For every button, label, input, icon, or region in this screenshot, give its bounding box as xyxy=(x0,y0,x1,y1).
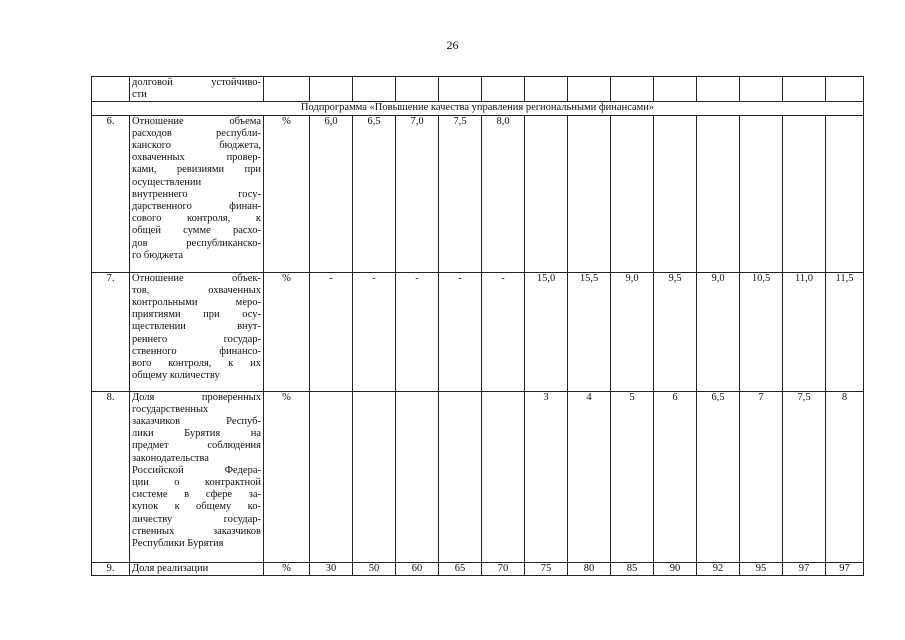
value-cell: 6,5 xyxy=(353,115,396,272)
unit-cell: % xyxy=(264,272,310,391)
value-cell: - xyxy=(482,272,525,391)
name-line: осуществлении xyxy=(132,176,202,188)
name-line: ции о контрактной xyxy=(132,477,261,489)
name-line: ками, ревизиями при xyxy=(132,164,261,176)
value-cell: 9,5 xyxy=(654,272,697,391)
page-number: 26 xyxy=(446,38,459,52)
value-cell: 6,5 xyxy=(697,391,740,562)
unit-cell: % xyxy=(264,391,310,562)
value-cell: - xyxy=(396,272,439,391)
value-cell: 8 xyxy=(826,391,864,562)
value-cell: 7 xyxy=(740,391,783,562)
value-cell: 90 xyxy=(654,562,697,575)
value-cell xyxy=(654,115,697,272)
value-cell: 8,0 xyxy=(482,115,525,272)
value-cell xyxy=(826,115,864,272)
value-cell: 95 xyxy=(740,562,783,575)
name-line: законодательства xyxy=(132,452,209,464)
name-line: ственных заказчиков xyxy=(132,525,261,537)
name-line: контрольными меро- xyxy=(132,297,261,309)
value-cell: - xyxy=(353,272,396,391)
subprogram-row xyxy=(92,102,864,115)
row-number-cell: 7. xyxy=(92,272,130,391)
name-line: дов республиканско- xyxy=(132,237,261,249)
value-cell xyxy=(740,115,783,272)
name-line: сового контроля, к xyxy=(132,213,261,225)
value-cell: 6 xyxy=(654,391,697,562)
name-line: купок к общему ко- xyxy=(132,501,261,513)
name-line: долговой устойчиво- xyxy=(132,77,261,88)
value-cell: 7,5 xyxy=(439,115,482,272)
name-line: дарственного финан- xyxy=(132,201,261,213)
value-cell: 97 xyxy=(826,562,864,575)
value-cell xyxy=(439,391,482,562)
value-cell: 60 xyxy=(396,562,439,575)
value-cell: 65 xyxy=(439,562,482,575)
value-cell xyxy=(310,391,353,562)
name-line: Отношение объема xyxy=(132,115,261,127)
name-line: Отношение объек- xyxy=(132,272,261,284)
indicator-name-cell xyxy=(130,272,264,391)
value-cell: 85 xyxy=(611,562,654,575)
value-cell: 7,0 xyxy=(396,115,439,272)
name-line: ществлении внут- xyxy=(132,321,261,333)
unit-cell: % xyxy=(264,115,310,272)
value-cell: 11,5 xyxy=(826,272,864,391)
name-line: Республики Бурятия xyxy=(132,538,224,550)
value-cell xyxy=(482,391,525,562)
value-cell xyxy=(525,115,568,272)
value-cell: 7,5 xyxy=(783,391,826,562)
name-line: Доля реализации xyxy=(132,562,209,574)
table-row xyxy=(92,77,864,102)
indicator-name-cell xyxy=(130,562,264,575)
value-cell: 75 xyxy=(525,562,568,575)
value-cell xyxy=(353,391,396,562)
value-cell: 10,5 xyxy=(740,272,783,391)
row-number-cell xyxy=(92,77,130,102)
unit-cell: % xyxy=(264,562,310,575)
value-cell: 70 xyxy=(482,562,525,575)
name-line: приятиями при осу- xyxy=(132,309,261,321)
value-cell: - xyxy=(439,272,482,391)
name-line: общей сумме расхо- xyxy=(132,225,261,237)
name-line: внутреннего госу- xyxy=(132,188,261,200)
name-line: государственных xyxy=(132,403,209,415)
value-cell: 50 xyxy=(353,562,396,575)
name-line: общему количеству xyxy=(132,370,220,382)
name-line: вого контроля, к их xyxy=(132,358,261,370)
table-row xyxy=(92,562,864,575)
value-cell: 3 xyxy=(525,391,568,562)
value-cell: 30 xyxy=(310,562,353,575)
name-line: лики Бурятия на xyxy=(132,428,261,440)
indicators-table xyxy=(91,76,864,576)
value-cell: 9,0 xyxy=(697,272,740,391)
value-cell: 9,0 xyxy=(611,272,654,391)
subprogram-title: Подпрограмма «Повышение качества управления региональными финансами» xyxy=(92,102,864,115)
indicator-name-cell xyxy=(130,115,264,272)
value-cell: 4 xyxy=(568,391,611,562)
value-cell: 92 xyxy=(697,562,740,575)
name-line: Российской Федера- xyxy=(132,464,261,476)
table-row xyxy=(92,115,864,272)
name-line: ственного финансо- xyxy=(132,345,261,357)
value-cell: 97 xyxy=(783,562,826,575)
value-cell xyxy=(783,115,826,272)
row-number-cell: 9. xyxy=(92,562,130,575)
name-line: расходов республи- xyxy=(132,127,261,139)
value-cell xyxy=(396,391,439,562)
value-cell xyxy=(611,115,654,272)
name-line: канского бюджета, xyxy=(132,140,261,152)
value-cell: 6,0 xyxy=(310,115,353,272)
value-cell: 11,0 xyxy=(783,272,826,391)
name-line: заказчиков Респуб- xyxy=(132,416,261,428)
indicator-name-cell xyxy=(130,77,264,102)
value-cell: 15,0 xyxy=(525,272,568,391)
value-cell: 15,5 xyxy=(568,272,611,391)
unit-cell xyxy=(264,77,310,102)
name-line: системе в сфере за- xyxy=(132,489,261,501)
name-line: тов, охваченных xyxy=(132,284,261,296)
value-cell xyxy=(697,115,740,272)
row-number-cell: 6. xyxy=(92,115,130,272)
table-row xyxy=(92,272,864,391)
name-line: предмет соблюдения xyxy=(132,440,261,452)
indicator-name-cell xyxy=(130,391,264,562)
value-cell: - xyxy=(310,272,353,391)
row-number-cell: 8. xyxy=(92,391,130,562)
name-line: сти xyxy=(132,89,147,101)
name-line: личеству государ- xyxy=(132,513,261,525)
table-row xyxy=(92,391,864,562)
name-line: охваченных провер- xyxy=(132,152,261,164)
name-line: Доля проверенных xyxy=(132,391,261,403)
value-cell: 80 xyxy=(568,562,611,575)
name-line: реннего государ- xyxy=(132,333,261,345)
value-cell xyxy=(568,115,611,272)
value-cell: 5 xyxy=(611,391,654,562)
name-line: го бюджета xyxy=(132,249,184,261)
